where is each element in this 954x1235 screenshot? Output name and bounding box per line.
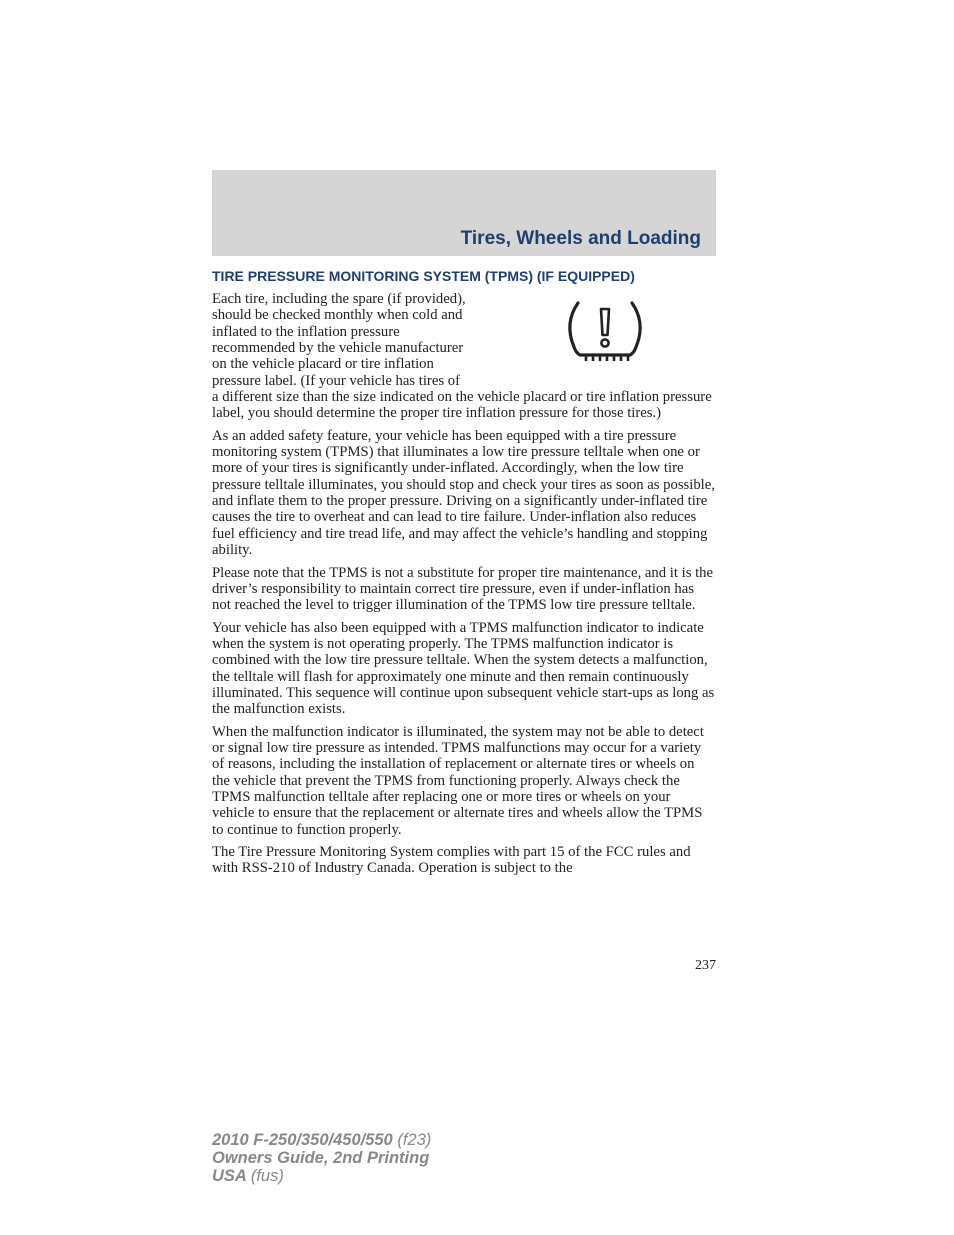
paragraph-5: When the malfunction indicator is illuminated, the system may not be able to detect or signal low tire pressure as intended. TPMS malfunctions may occur for a variety of reasons, including the installation of replacement or alternate tires or wheels on the vehicle that prevent the TPMS from functioning properly. Always check the TPMS malfunction telltale after replacing one or more tires or wheels on your vehicle to ensure that the replacement or alternate tires and wheels allow the TPMS to continue to function properly. <box>212 723 704 838</box>
footer-line-1 <box>212 1131 431 1149</box>
chapter-title: Tires, Wheels and Loading <box>460 228 701 249</box>
paragraph-1-text: Each tire, including the spare (if provided), should be checked monthly when cold and inflated to the inflation pressure recommended by the vehicle manufacturer on the vehicle placard or tire inflation pressure label. (If your vehicle has tires of a different size than the size indicated on the vehicle placard or tire inflation pressure label, you should determine the proper tire inflation pressure for those tires.) <box>212 291 712 422</box>
section-heading: TIRE PRESSURE MONITORING SYSTEM (TPMS) (IF EQUIPPED) <box>212 268 635 284</box>
footer-line-2 <box>212 1149 431 1167</box>
paragraph-4: Your vehicle has also been equipped with a TPMS malfunction indicator to indicate when the system is not operating properly. The TPMS malfunction indicator is combined with the low tire pressure telltale. When the system detects a malfunction, the telltale will flash for approximately one minute and then remain continuously illuminated. This sequence will continue upon subsequent vehicle start-ups as long as the malfunction exists. <box>212 619 715 718</box>
paragraph-2: As an added safety feature, your vehicle has been equipped with a tire pressure monitoring system (TPMS) that illuminates a low tire pressure telltale when one or more of your tires is significantly under-inflated. Accordingly, when the low tire pressure telltale illuminates, you should stop and check your tires as soon as possible, and inflate them to the proper pressure. Driving on a significantly under-inflated tire causes the tire to overheat and can lead to tire failure. Under-inflation also reduces fuel efficiency and tire tread life, and may affect the vehicle’s handling and stopping ability. <box>212 427 715 559</box>
paragraph-6: The Tire Pressure Monitoring System complies with part 15 of the FCC rules and with RSS-210 of Industry Canada. Operation is subject to the <box>212 844 691 877</box>
footer-market-code: (fus) <box>250 1167 284 1185</box>
footer-edition: Owners Guide, 2nd Printing <box>212 1149 430 1167</box>
footer-model: 2010 F-250/350/450/550 <box>212 1131 393 1149</box>
icon-float-area <box>466 291 716 381</box>
page-number: 237 <box>695 958 716 973</box>
body-text <box>212 291 716 883</box>
document-footer <box>212 1131 431 1185</box>
paragraph-1 <box>212 291 716 422</box>
paragraph-3: Please note that the TPMS is not a substitute for proper tire maintenance, and it is the driver’s responsibility to maintain correct tire pressure, even if under-inflation has not reached the level to trigger illumination of the TPMS low tire pressure telltale. <box>212 564 714 614</box>
footer-market: USA <box>212 1167 247 1185</box>
footer-model-code: (f23) <box>397 1131 432 1149</box>
tpms-warning-icon <box>562 295 648 367</box>
section-header-band <box>212 170 716 256</box>
footer-line-3 <box>212 1167 431 1185</box>
